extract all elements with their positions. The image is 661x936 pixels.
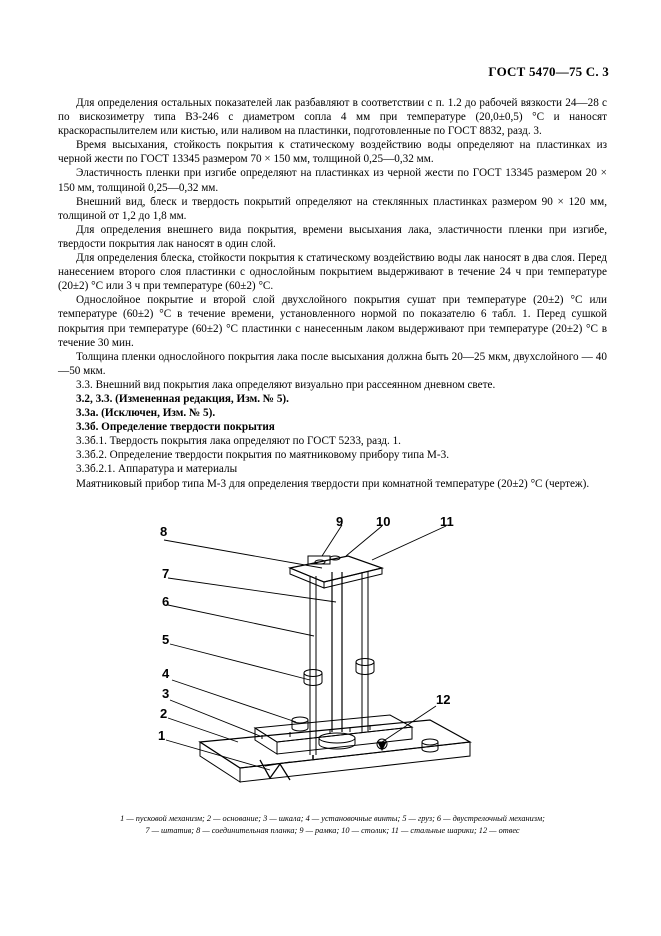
figure-number-9: 9 bbox=[336, 514, 344, 529]
plumb-bob bbox=[377, 739, 387, 750]
figure-number-1: 1 bbox=[158, 728, 166, 743]
paragraph: 3.3б.1. Твердость покрытия лака определяют по ГОСТ 5233, разд. 1. bbox=[76, 435, 401, 448]
figure-number-3: 3 bbox=[162, 686, 170, 701]
figure-number-8: 8 bbox=[160, 524, 168, 539]
page-header: ГОСТ 5470—75 С. 3 bbox=[488, 64, 609, 79]
figure-number-2: 2 bbox=[160, 706, 168, 721]
figure-number-5: 5 bbox=[162, 632, 170, 647]
figure-number-12: 12 bbox=[436, 692, 451, 707]
figure-number-11: 11 bbox=[440, 514, 454, 529]
paragraph: 3.3. Внешний вид покрытия лака определяют визуально при рассеянном дневном свете. bbox=[76, 378, 496, 391]
paragraph: Однослойное покрытие и второй слой двухслойного покрытия сушат при температуре (20±2) °С или температуре (60±2) °С в течение времени, установленного нормой по показателю 6 табл. 1. Перед сушкой покрытия при температуре (60±2) °С пластинки с нанесенным лаком выдерживают при температуре (20±2) °С в течение 30 мин. bbox=[58, 294, 607, 349]
figure-number-10: 10 bbox=[376, 514, 391, 529]
paragraph: Для определения внешнего вида покрытия, времени высыхания лака, эластичности пленки при изгибе, твердости покрытия лак наносят в один слой. bbox=[58, 223, 607, 250]
paragraph: 3.3а. (Исключен, Изм. № 5). bbox=[76, 407, 216, 420]
paragraph: 3.3б. Определение твердости покрытия bbox=[76, 421, 275, 434]
paragraph: Для определения блеска, стойкости покрытия к статическому воздействию воды лак наносят в два слоя. Перед нанесением второго слоя пластинки с однослойным покрытием выдерживают в течение 24 ч при температуре (20±2) °С или 3 ч при температуре (60±2) °С. bbox=[58, 252, 607, 293]
base-plate bbox=[200, 720, 470, 782]
pendulum-device-figure bbox=[150, 510, 490, 810]
paragraph: Для определения остальных показателей лак разбавляют в соответствии с п. 1.2 до рабочей вязкости 24—28 с по вискозиметру типа ВЗ-246 с диаметром сопла 4 мм при температуре (20,0±0,5) °С и наносят краскораспылителем или кистью, или наливом на пластинки, подготовленные по ГОСТ 8832, разд. 3. bbox=[58, 97, 607, 138]
figure-caption bbox=[58, 813, 607, 836]
figure-number-6: 6 bbox=[162, 594, 170, 609]
paragraph: Эластичность пленки при изгибе определяют на пластинках из черной жести по ГОСТ 13345 размером 20 × 150 мм, толщиной 0,25—0,32 мм. bbox=[58, 167, 607, 194]
paragraph: 3.3б.2.1. Аппаратура и материалы bbox=[76, 463, 238, 476]
paragraph: Время высыхания, стойкость покрытия к статическому воздействию воды определяют на пластинках из черной жести по ГОСТ 13345 размером 70 × 150 мм, толщиной 0,25—0,32 мм. bbox=[58, 139, 607, 166]
paragraph: Толщина пленки однослойного покрытия лака после высыхания должна быть 20—25 мкм, двухслойного — 40—50 мкм. bbox=[58, 350, 607, 377]
caption-line: 1 — пусковой механизм; 2 — основание; 3 — шкала; 4 — установочные винты; 5 — груз; 6 — двустрелочный механизм; bbox=[120, 814, 545, 823]
figure-number-4: 4 bbox=[162, 666, 170, 681]
caption-line: 7 — штатив; 8 — соединительная планка; 9 — рамка; 10 — столик; 11 — стальные шарики; 12 — отвес bbox=[145, 825, 520, 835]
stand-column bbox=[319, 572, 355, 749]
paragraph: 3.2, 3.3. (Измененная редакция, Изм. № 5). bbox=[76, 392, 289, 405]
paragraph: Маятниковый прибор типа М-3 для определения твердости при комнатной температуре (20±2) °С (чертеж). bbox=[76, 477, 590, 490]
pendulum-device-drawing bbox=[150, 510, 490, 810]
body-text bbox=[58, 96, 607, 491]
leader-lines bbox=[164, 525, 446, 770]
weights bbox=[304, 659, 374, 686]
paragraph: 3.3б.2. Определение твердости покрытия по маятниковому прибору типа М-3. bbox=[76, 449, 449, 462]
paragraph: Внешний вид, блеск и твердость покрытий определяют на стеклянных пластинках размером 90 × 120 мм, толщиной от 1,2 до 1,8 мм. bbox=[58, 195, 607, 222]
figure-number-7: 7 bbox=[162, 566, 170, 581]
